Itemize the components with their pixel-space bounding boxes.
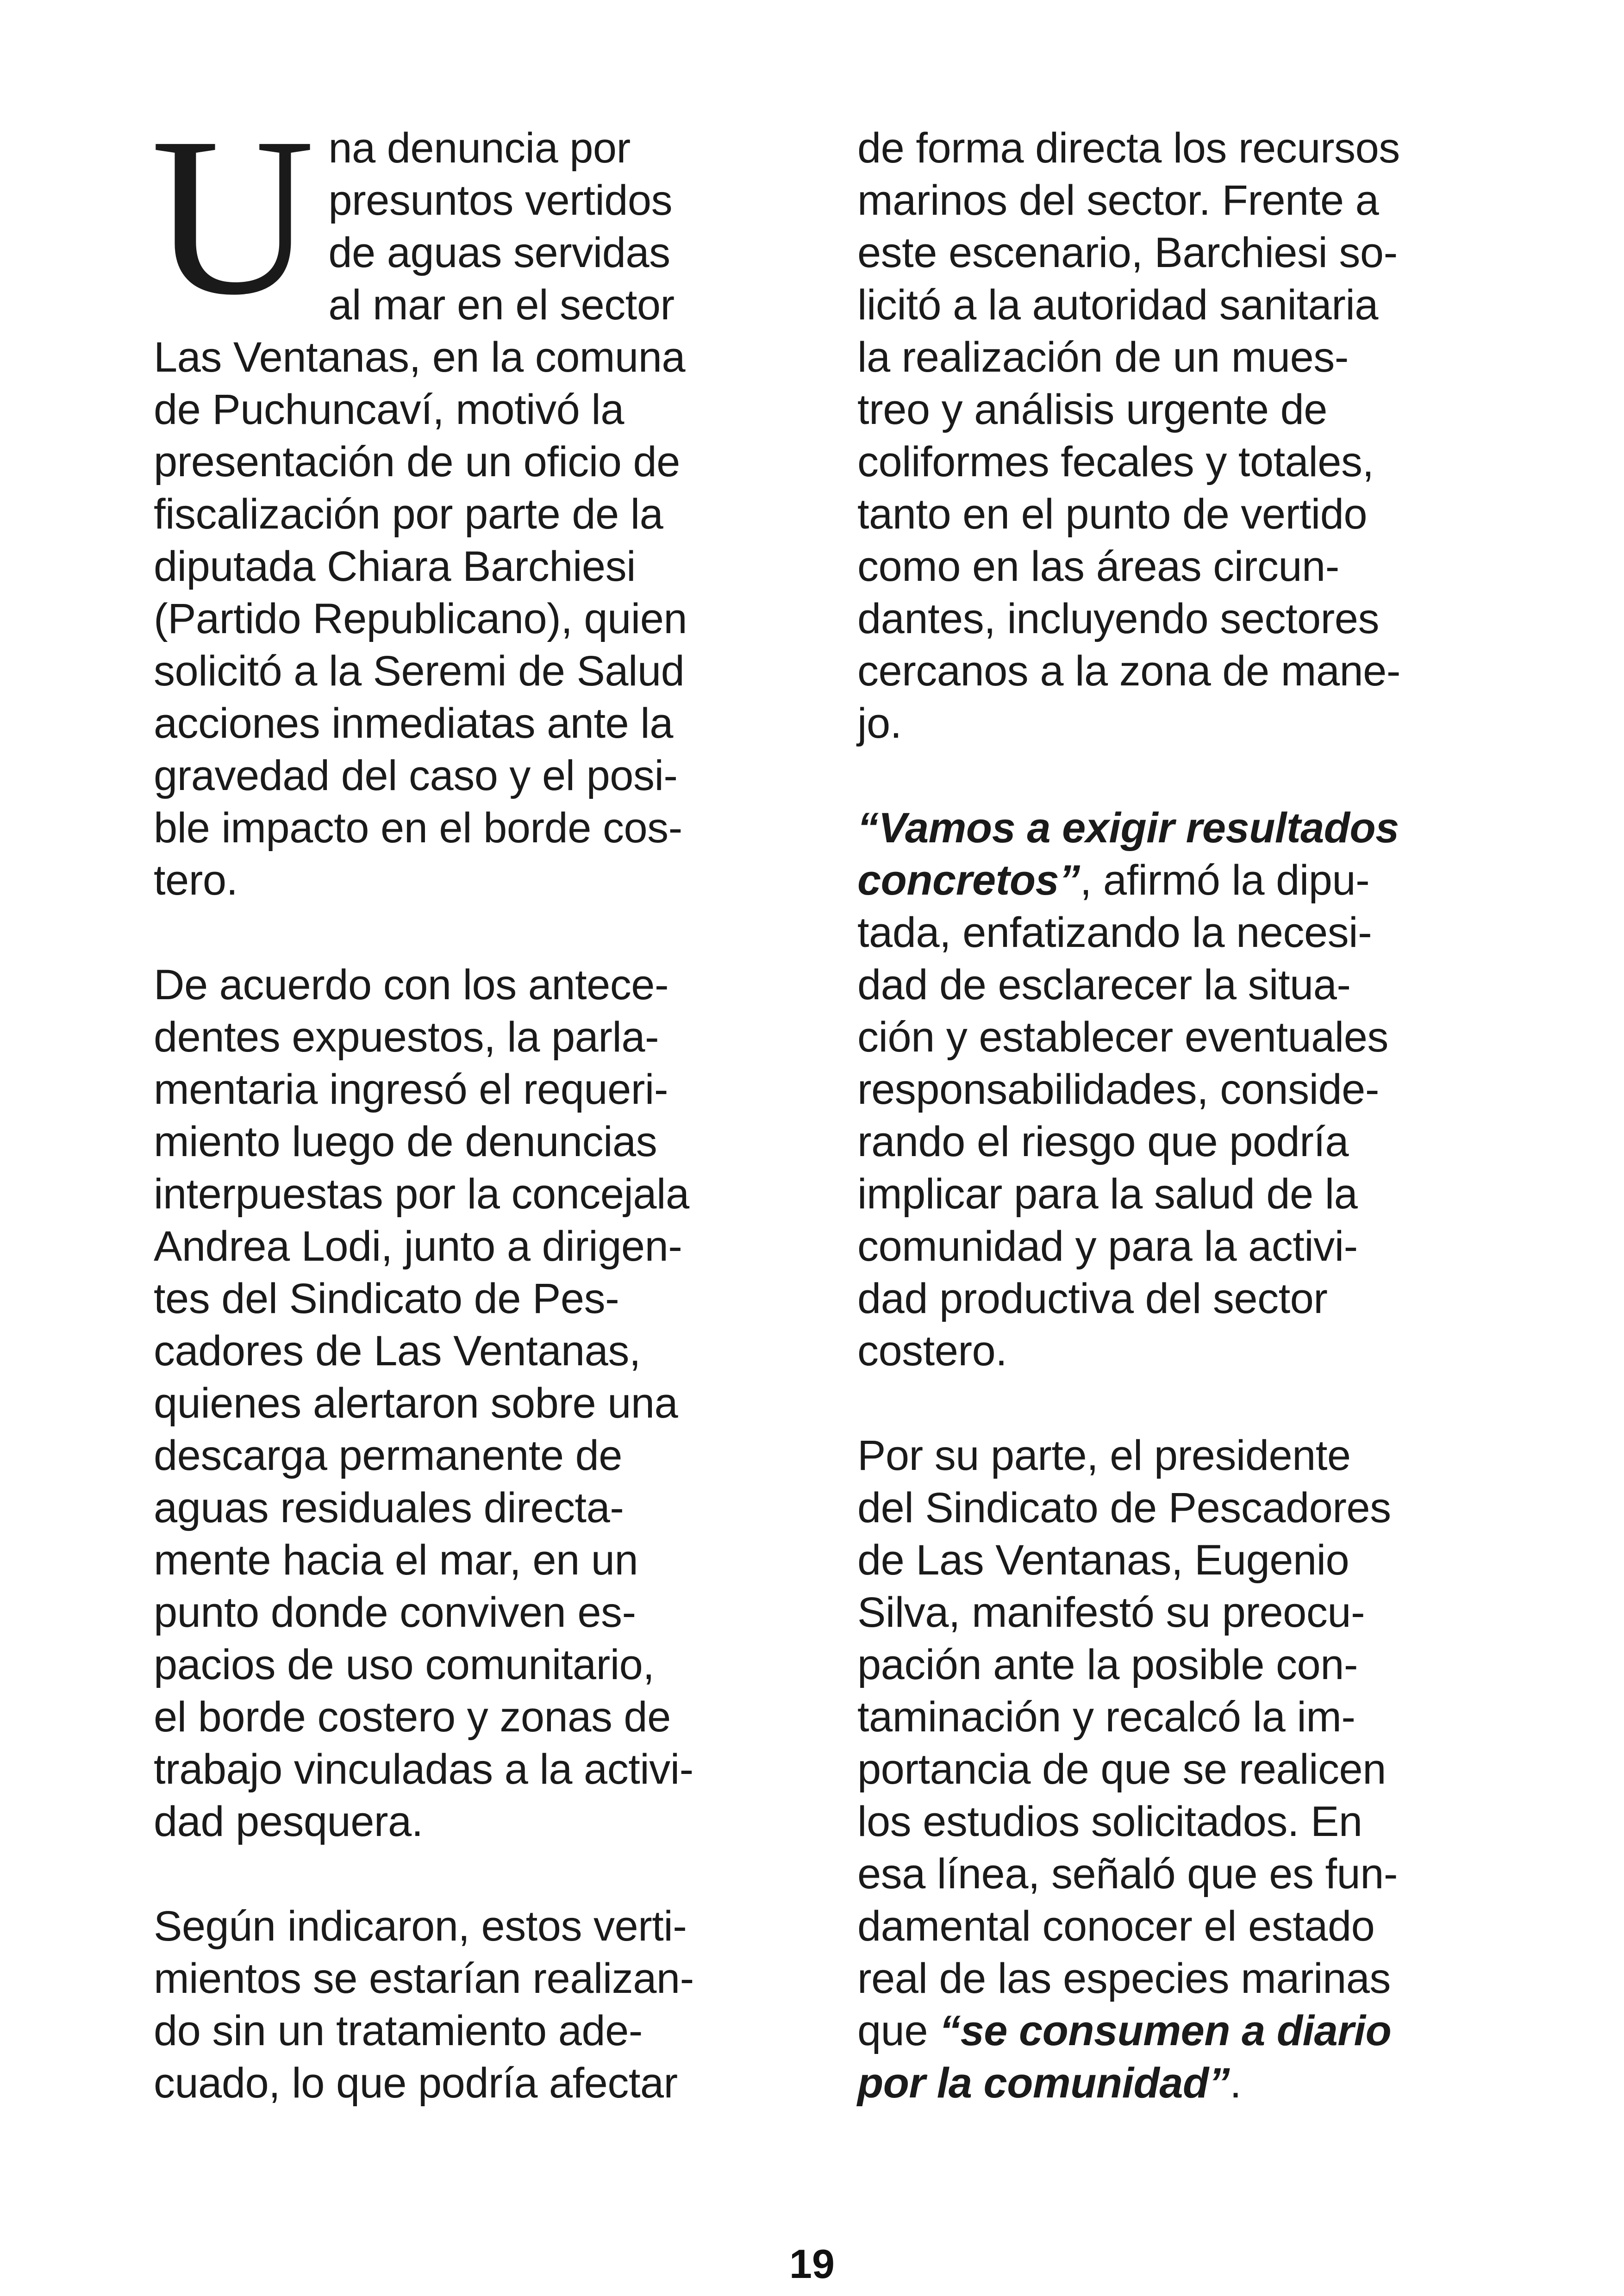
left-column [151, 90, 793, 2109]
union-president-end: . [1230, 2060, 1242, 2107]
paragraph-deputy-quote [857, 802, 1496, 1377]
paragraph-union-president [857, 1430, 1496, 2109]
deputy-quote: “Vamos a exigir resultados concretos” [857, 804, 1399, 904]
paragraph-intro [151, 90, 793, 907]
union-president-quote: “se consumen a diario por la comunidad” [857, 2007, 1392, 2107]
drop-cap: U [151, 90, 315, 342]
paragraph-intro-text: na denuncia por presuntos vertidos de aguas servidas al mar en el sector Las Ventanas, en la comuna de Puchuncaví, motivó la presentación de un oficio de fiscalización por parte de la diputada Chiara Barchiesi (Partido Republicano), quien solicitó a la Seremi de Salud acciones inmediatas ante la gravedad del caso y el posi- ble impacto en el borde cos- tero. [154, 124, 687, 904]
right-column [857, 122, 1496, 2109]
deputy-quote-context: , afirmó la dipu- tada, enfatizando la necesi- dad de esclarecer la situa- ción y establecer eventuales responsabilidades, conside- rando el riesgo que podría implicar para la salud de la comunidad y para la activi- dad productiva del sector costero. [857, 857, 1388, 1375]
paragraph-background: De acuerdo con los antece- dentes expuestos, la parla- mentaria ingresó el requeri- miento luego de denuncias interpuestas por la concejala Andrea Lodi, junto a dirigen- tes del Sindicato de Pes- cadores de Las Ventanas, quienes alertaron sobre una descarga permanente de aguas residuales directa- mente hacia el mar, en un punto donde conviven es- pacios de uso comunitario, el borde costero y zonas de trabajo vinculadas a la activi- dad pesquera. [154, 961, 693, 1845]
page-number: 19 [789, 2241, 835, 2287]
paragraph-sampling-request: de forma directa los recursos marinos del sector. Frente a este escenario, Barchiesi so- licitó a la autoridad sanitaria la realización de un mues- treo y análisis urgente de coliformes fecales y totales, tanto en el punto de vertido como en las áreas circun- dantes, incluyendo sectores cercanos a la zona de mane- jo. [857, 124, 1400, 747]
paragraph-discharge: Según indicaron, estos verti- mientos se estarían realizan- do sin un tratamiento ade- cuado, lo que podría afectar [154, 1903, 694, 2107]
union-president-text: Por su parte, el presidente del Sindicato de Pescadores de Las Ventanas, Eugenio Silva, manifestó su preocu- pación ante la posible con- taminación y recalcó la im- portancia de que se realicen los estudios solicitados. En esa línea, señaló que es fun- damental conocer el estado real de las especies marinas que [857, 1432, 1398, 2054]
